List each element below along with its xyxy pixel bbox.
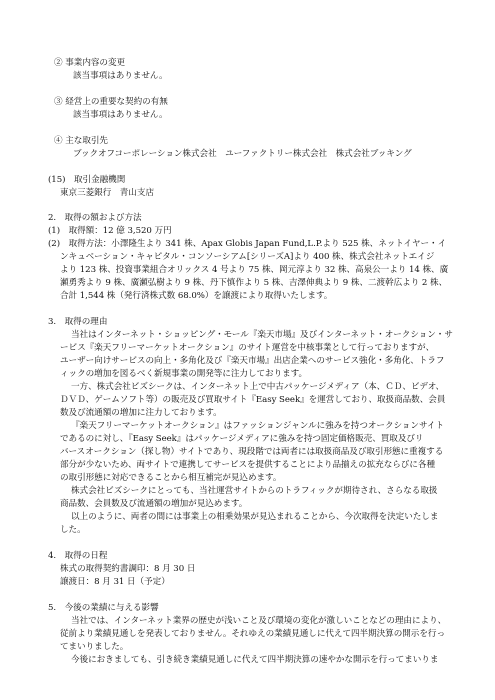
item-body: 該当事項はありません。 <box>73 71 168 81</box>
schedule-line: 譲渡日：8 月 31 日（予定） <box>60 577 170 587</box>
paragraph-line: ービス『楽天フリーマーケットオークション』のサイト運営を中核事業として行っておりますが、 <box>60 343 435 353</box>
paragraph-line: ＤＶＤ、ゲームソフト等）の販売及び買取サイト『Easy Seek』を運営しており、取扱商品数、会員 <box>60 395 446 405</box>
section-heading: 3. 取得の理由 <box>48 317 108 327</box>
item-heading: ③ 経営上の重要な契約の有無 <box>54 97 168 107</box>
paragraph-line: 今後におきましても、引き続き業績見通しに代えて四半期決算の速やかな開示を行ってまいりま <box>71 655 439 665</box>
paragraph-line: であるのに対し、『Easy Seek』はパッケージメディアに強みを持つ固定価格販売、買取及びリ <box>60 434 424 444</box>
section-heading: 2. 取得の額および方法 <box>48 213 142 223</box>
paragraph-line: 従前より業績見通しを発表しておりません。それゆえの業績見通しに代えて四半期決算の開示を行っ <box>60 629 445 639</box>
acquisition-method-line: より 123 株、投資事業組合オリックス 4 号より 75 株、岡元淳より 32 株、高泉公一より 14 株、廣 <box>60 265 449 275</box>
bank-heading: (15) 取引金融機関 <box>48 175 126 185</box>
acquisition-method-line: 合計 1,544 株（発行済株式数 68.0%）を譲渡により取得いたします。 <box>60 291 333 301</box>
paragraph-line: 株式会社ビズシークにとっても、当社運営サイトからのトラフィックが期待され、さらなる取扱 <box>71 486 438 496</box>
paragraph-line: の取引形態に対応できることから相互補完が見込めます。 <box>60 473 282 483</box>
acquisition-method-line: ンキュベーション・キャピタル・コンソーシアム[シリーズA]より 400 株、株式会社ネットエイジ <box>60 252 435 262</box>
paragraph-line: バースオークション（探し物）サイトであり、現段階では両者には取扱商品及び取引形態に重複する <box>60 447 444 457</box>
section-heading: 4. 取得の日程 <box>48 551 108 561</box>
item-body: ブックオフコーポレーション株式会社 ユーファクトリー株式会社 株式会社ブッキング <box>73 149 412 159</box>
paragraph-line: 『楽天フリーマーケットオークション』はファッションジャンルに強みを持つオークションサイト <box>71 421 445 431</box>
acquisition-method-line: (2) 取得方法：小澤隆生より 341 株、Apax Globis Japan Fund,L.P.より 525 株、ネットイヤー・イ <box>48 239 447 249</box>
paragraph-line: 一方、株式会社ビズシークは、インターネット上で中古パッケージメディア（本、ＣＤ、ビデオ、 <box>71 382 445 392</box>
acquisition-method-line: 瀬勇秀より 9 株、廣瀬弘樹より 9 株、丹下慎作より 5 株、吉澤伸典より 9 株、二渡幹広より 2 株、 <box>60 278 448 288</box>
paragraph-line: ィックの増加を図るべく新規事業の開発等に注力しております。 <box>60 369 308 379</box>
paragraph-line: てまいりました。 <box>60 642 129 652</box>
acquisition-amount: (1) 取得額：12 億 3,520 万円 <box>48 226 172 236</box>
item-body: 該当事項はありません。 <box>73 110 168 120</box>
paragraph-line: 数及び流通額の増加に注力しております。 <box>60 408 222 418</box>
paragraph-line: 部分が少ないため、両サイトで連携してサービスを提供することにより品揃えの拡充ならびに各種 <box>60 460 435 470</box>
schedule-line: 株式の取得契約書調印：8 月 30 日 <box>60 564 196 574</box>
item-heading: ② 事業内容の変更 <box>54 58 126 68</box>
paragraph-line: 商品数、会員数及び流通額の増加が見込めます。 <box>60 499 248 509</box>
item-heading: ④ 主な取引先 <box>54 136 108 146</box>
paragraph-line: 以上のように、両者の間には事業上の相乗効果が見込まれることから、今次取得を決定いたしま <box>71 512 439 522</box>
section-heading: 5. 今後の業績に与える影響 <box>48 603 159 613</box>
bank-body: 東京三菱銀行 青山支店 <box>60 188 154 198</box>
paragraph-line: 当社では、インターネット業界の歴史が浅いこと及び環境の変化が激しいことなどの理由により、 <box>71 616 447 626</box>
paragraph-line: した。 <box>60 525 86 535</box>
paragraph-line: ユーザー向けサービスの向上・多角化及び『楽天市場』出店企業へのサービス強化・多角化、トラフ <box>60 356 445 366</box>
paragraph-line: 当社はインターネット・ショッピング・モール『楽天市場』及びインターネット・オークション・サ <box>71 330 453 340</box>
